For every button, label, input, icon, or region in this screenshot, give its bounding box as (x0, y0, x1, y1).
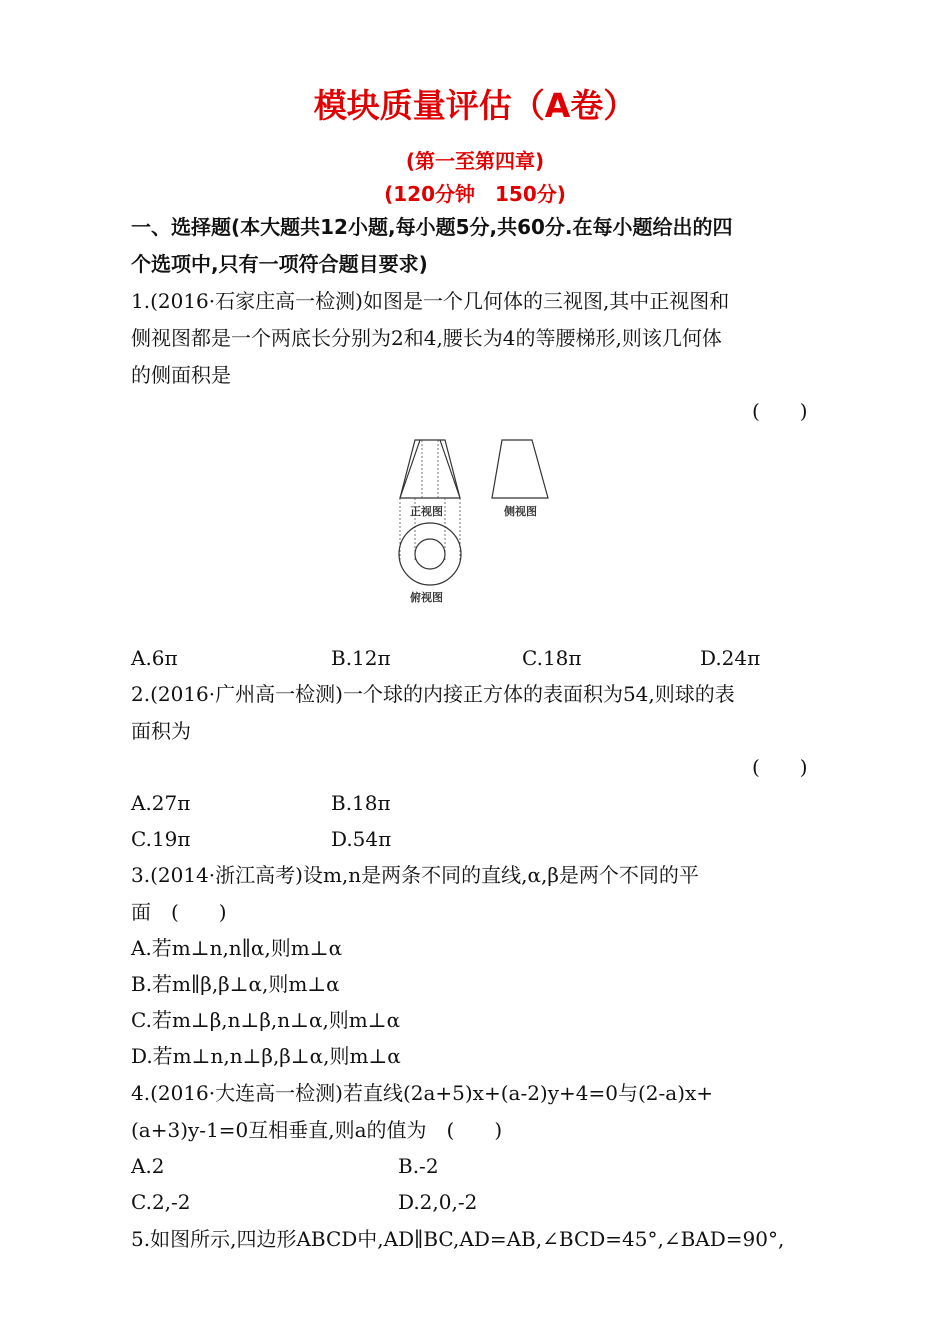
question-4-option-c: C.2,-2 (131, 1190, 191, 1214)
question-3-option-d: D.若m⊥n,n⊥β,β⊥α,则m⊥α (131, 1044, 401, 1068)
question-4-option-b: B.-2 (398, 1154, 439, 1178)
time-and-score: (120分钟 150分) (384, 182, 566, 206)
question-1-option-c: C.18π (522, 646, 582, 670)
question-5-line1: 5.如图所示,四边形ABCD中,AD∥BC,AD=AB,∠BCD=45°,∠BAD=90°, (131, 1227, 785, 1251)
question-2-option-d: D.54π (331, 827, 392, 851)
question-3-option-a: A.若m⊥n,n∥α,则m⊥α (131, 936, 343, 960)
question-1-line3: 的侧面积是 (131, 363, 231, 387)
question-1-answer-blank: ( ) (752, 399, 808, 423)
question-4-line1: 4.(2016·大连高一检测)若直线(2a+5)x+(a-2)y+4=0与(2-a)x+ (131, 1081, 714, 1105)
front-view-trapezoid (400, 440, 460, 498)
side-view-label: 侧视图 (504, 505, 537, 518)
top-view-label: 俯视图 (410, 591, 443, 604)
section-heading-line2: 个选项中,只有一项符合题目要求) (131, 252, 428, 276)
question-2-line1: 2.(2016·广州高一检测)一个球的内接正方体的表面积为54,则球的表 (131, 682, 735, 706)
chapter-range: (第一至第四章) (405, 149, 545, 173)
question-1-option-d: D.24π (700, 646, 761, 670)
side-view-outline (492, 440, 548, 498)
question-1-line1: 1.(2016·石家庄高一检测)如图是一个几何体的三视图,其中正视图和 (131, 289, 730, 313)
question-2-answer-blank: ( ) (752, 755, 808, 779)
question-4-option-d: D.2,0,-2 (398, 1190, 478, 1214)
top-view-inner-circle (415, 539, 445, 569)
question-4-line2: (a+3)y-1=0互相垂直,则a的值为 ( ) (131, 1118, 503, 1142)
question-2-option-b: B.18π (331, 791, 391, 815)
question-3-option-c: C.若m⊥β,n⊥β,n⊥α,则m⊥α (131, 1008, 401, 1032)
question-2-option-c: C.19π (131, 827, 191, 851)
question-1-option-b: B.12π (331, 646, 391, 670)
question-2-line2: 面积为 (131, 719, 191, 743)
section-heading-line1: 一、选择题(本大题共12小题,每小题5分,共60分.在每小题给出的四 (131, 215, 733, 239)
top-view-outer-circle (399, 523, 461, 585)
front-view-label: 正视图 (410, 505, 443, 518)
three-view-figure (380, 430, 580, 610)
question-1-line2: 侧视图都是一个两底长分别为2和4,腰长为4的等腰梯形,则该几何体 (131, 326, 722, 350)
question-3-line2: 面 ( ) (131, 900, 227, 924)
question-3-line1: 3.(2014·浙江高考)设m,n是两条不同的直线,α,β是两个不同的平 (131, 863, 699, 887)
front-view-outline (400, 440, 460, 498)
question-3-option-b: B.若m∥β,β⊥α,则m⊥α (131, 972, 340, 996)
question-1-option-a: A.6π (131, 646, 178, 670)
page-title: 模块质量评估（A卷） (313, 86, 637, 125)
question-2-option-a: A.27π (131, 791, 191, 815)
question-4-option-a: A.2 (131, 1154, 165, 1178)
